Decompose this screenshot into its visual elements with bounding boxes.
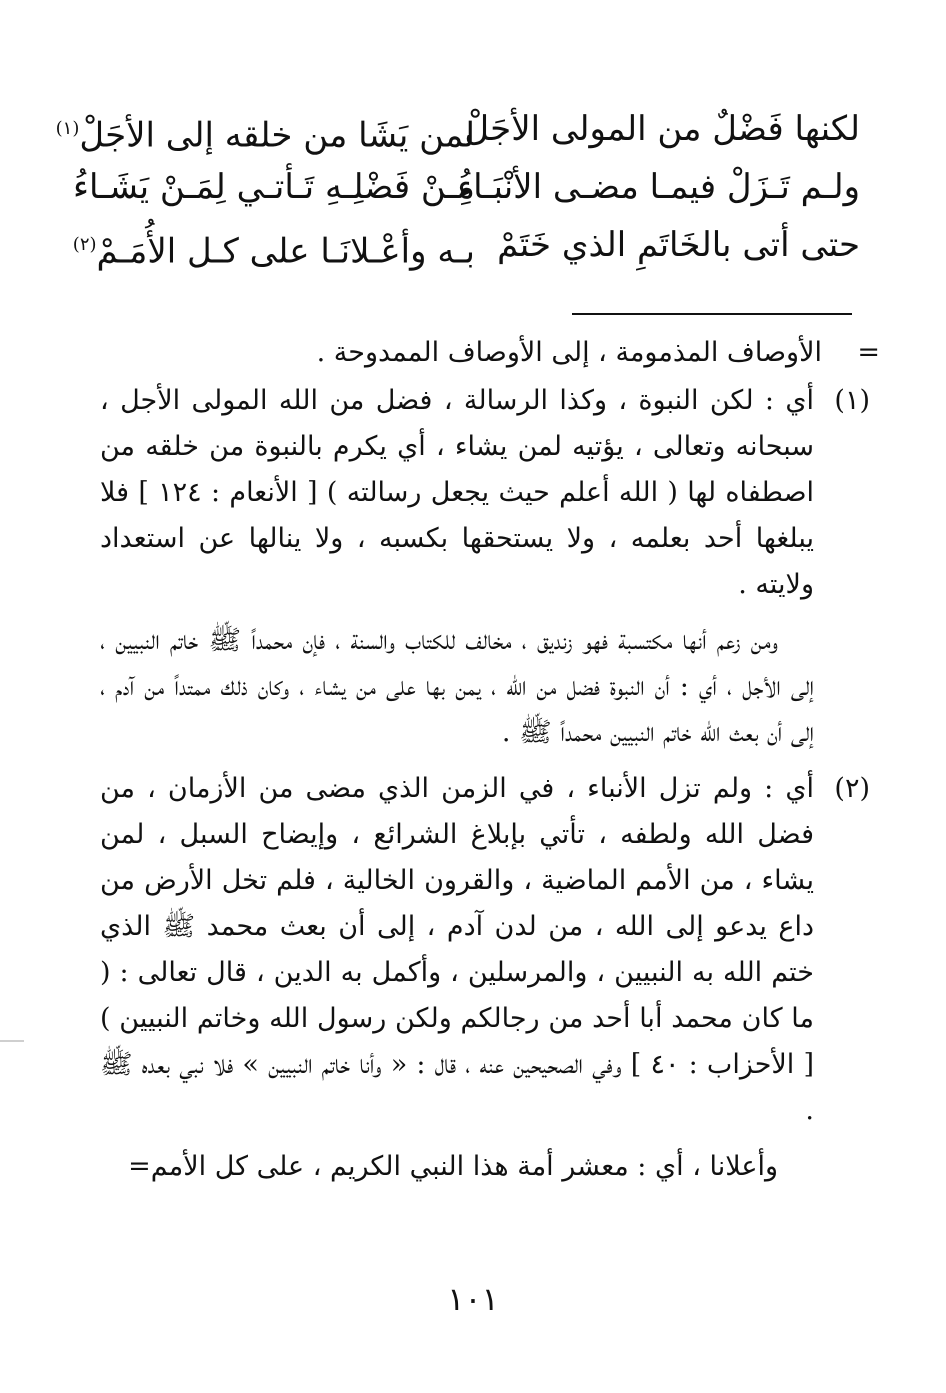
footnote-reference: (١) (55, 118, 80, 139)
footnote-2-text: أي : ولم تزل الأنباء ، في الزمن الذي مضى من الأزمان ، من فضل الله ولطفه ، تأتي بإبلاغ الشرائع ، وإيضاح السبل ، لمن يشاء ، من الأمم الماضية ، والقرون الخالية ، فلم تخل الأرض من داع يدعو إلى الله ، من لدن آدم ، إلى أن بعث محمد ﷺ الذي ختم الله به النبيين ، والمرسلين ، وأكمل به الدين ، قال تعالى : ( ما كان محمد أبا أحد من رجالكم ولكن رسول الله وخاتم النبيين ) [ الأحزاب : ٤٠ ] وفي الصحيحين عنه ، قال : « وأنا خاتم النبيين » فلا نبي بعده ﷺ . (100, 773, 814, 1126)
margin-mark (0, 1040, 24, 1042)
continued-footnote-text: الأوصاف المذمومة ، إلى الأوصاف الممدوحة . (316, 337, 822, 368)
footnote-1-marker: (١) (834, 385, 870, 416)
verse-second-hemistich (73, 158, 475, 216)
verse-first-hemistich: ولـم تَـزَلْ فيمـا مضـى الأنْبَـاءُ (457, 167, 860, 207)
footnote-2-paragraph-2-text: وأعلانا ، أي : معشر أمة هذا النبي الكريم ، على كل الأمم (150, 1151, 778, 1182)
poem-verse (72, 216, 860, 274)
verse-first-hemistich: حتى أتى بالخَاتَمِ الذي خَتَمْ (497, 225, 860, 265)
poem-block (55, 100, 860, 274)
footnotes (100, 330, 880, 1190)
verse-second-text: لمن يَشَا من خلقه إلى الأجَلْ (79, 115, 475, 156)
footnote-1 (100, 378, 870, 608)
verse-second-hemistich (55, 100, 475, 164)
page-number: ١٠١ (447, 1280, 499, 1318)
poem-verse (55, 100, 860, 158)
footnote-2-marker: (٢) (834, 773, 870, 804)
poem-verse (73, 158, 860, 216)
footnote-2-paragraph-2 (100, 1144, 860, 1190)
continued-footnote (100, 330, 880, 376)
footnote-1-paragraph-2: ومن زعم أنها مكتسبة فهو زنديق ، مخالف للكتاب والسنة ، فإن محمداً ﷺ خاتم النبيين ، إلى الأجل ، أي : أن النبوة فضل من الله ، يمن بها على من يشاء ، وكان ذلك ممتداً من آدم ، إلى أن بعث الله خاتم النبيين محمداً ﷺ . (100, 625, 814, 748)
footnote-1-text: أي : لكن النبوة ، وكذا الرسالة ، فضل من الله المولى الأجل ، سبحانه وتعالى ، يؤتيه لمن يشاء ، أي يكرم بالنبوة من خلقه من اصطفاه لها ( الله أعلم حيث يجعل رسالته ) [ الأنعام : ١٢٤ ] فلا يبلغها أحد بعلمه ، ولا يستحقها بكسبه ، ولا ينالها عن استعداد ولايته . (100, 385, 814, 600)
continuation-mark: = (857, 337, 880, 368)
footnote-2 (100, 766, 870, 1134)
verse-second-text: بـه وأعْـلانَـا على كـل الأُمَـمْ (96, 231, 475, 272)
verse-second-text: مِـنْ فَضْلِـهِ تَـأتـي لِمَـنْ يَشَـاءُ (73, 167, 475, 207)
footnote-separator (572, 313, 852, 315)
footnote-reference: (٢) (72, 234, 97, 255)
verse-second-hemistich (72, 216, 475, 280)
continues-next-page-mark: = (128, 1151, 151, 1182)
verse-first-hemistich: لكنها فَضْلٌ من المولى الأجَلْ (464, 109, 860, 149)
